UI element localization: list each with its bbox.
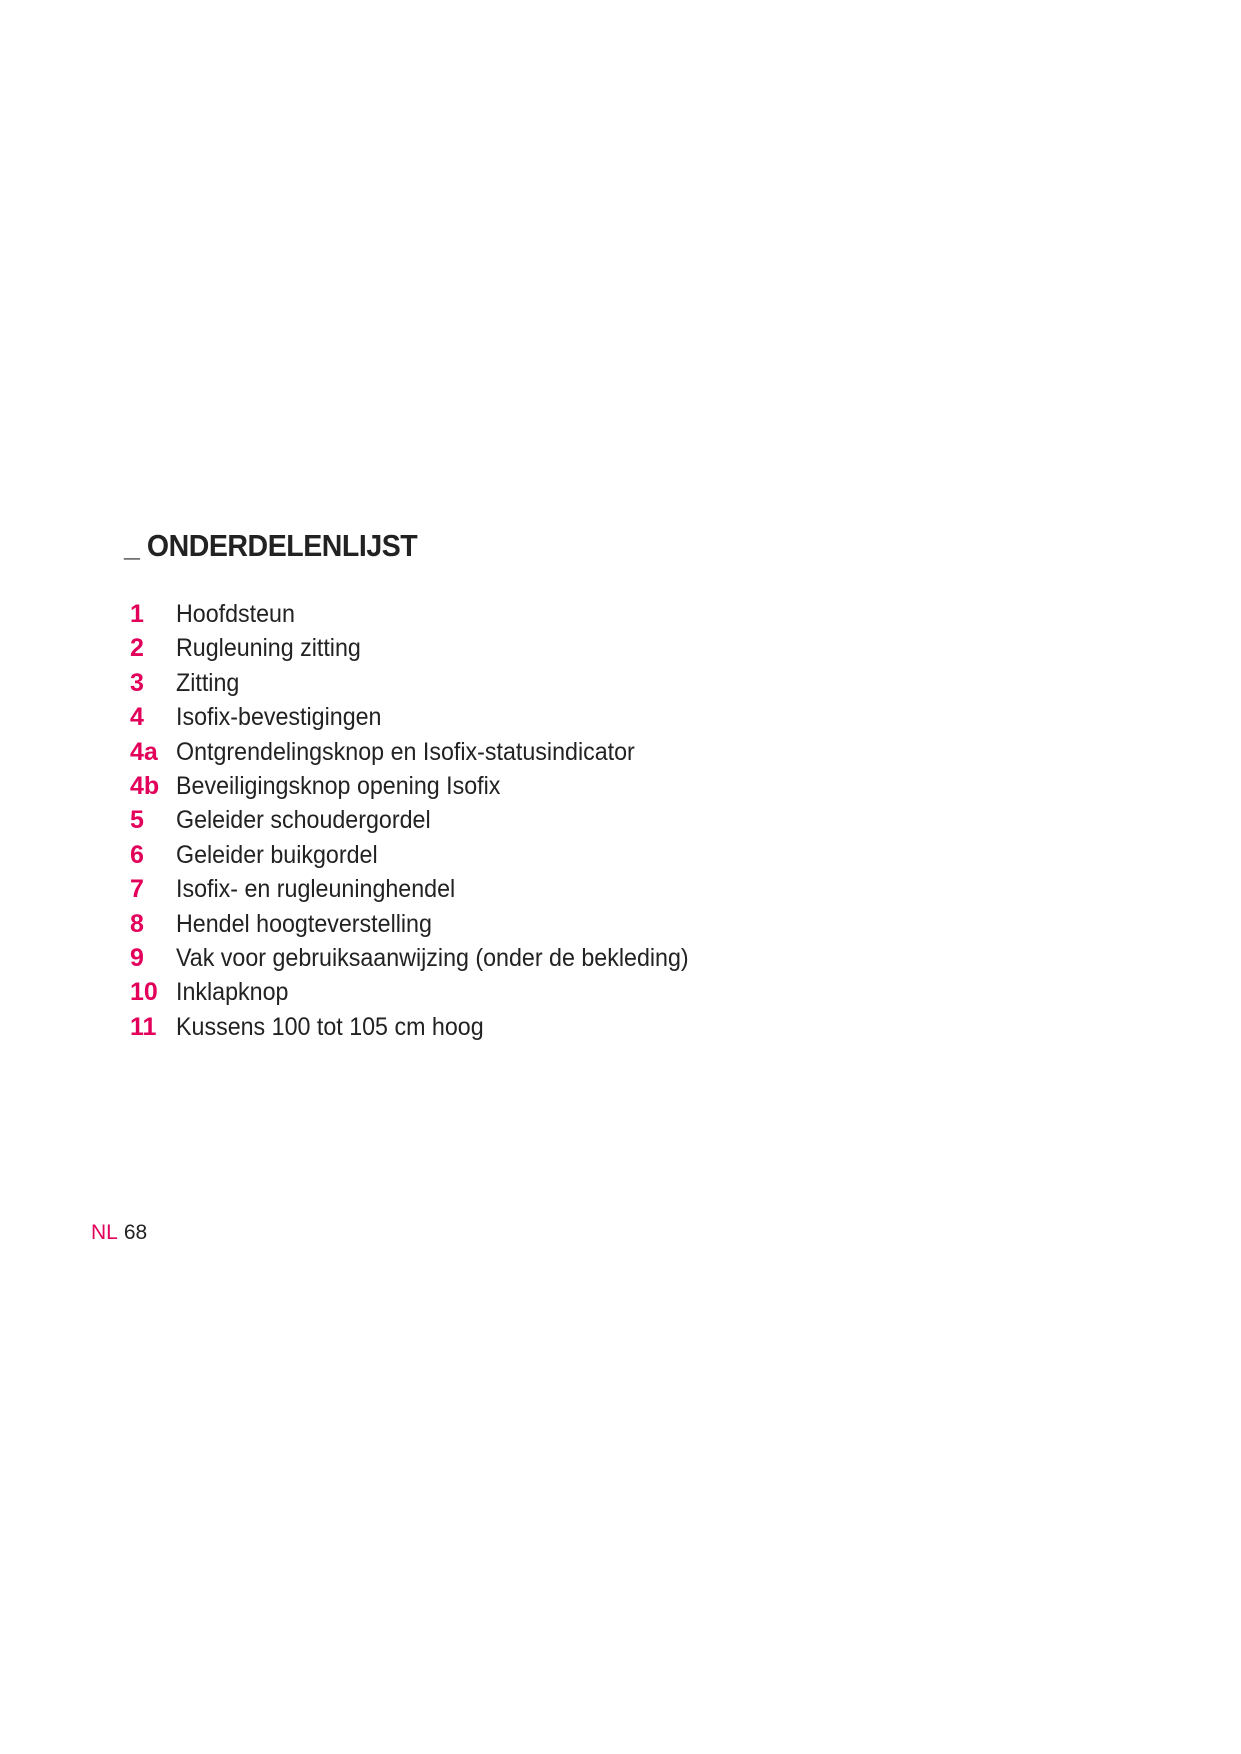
part-number: 11 xyxy=(130,1012,157,1041)
list-item xyxy=(130,772,727,806)
parts-list xyxy=(130,600,727,1047)
part-label: Geleider schoudergordel xyxy=(176,806,431,835)
list-item xyxy=(130,910,727,944)
page-number: 68 xyxy=(123,1221,148,1244)
part-number: 10 xyxy=(130,978,158,1007)
part-number: 1 xyxy=(130,600,144,628)
part-number: 5 xyxy=(130,806,144,835)
part-number: 6 xyxy=(130,840,144,869)
list-item xyxy=(130,703,727,737)
list-item xyxy=(130,600,727,634)
part-number: 4 xyxy=(130,703,144,732)
part-label: Beveiligingsknop opening Isofix xyxy=(176,771,501,800)
part-label: Hendel hoogteverstelling xyxy=(176,909,432,938)
part-number: 4a xyxy=(130,737,158,766)
part-label: Inklapknop xyxy=(176,978,289,1007)
part-number: 2 xyxy=(130,634,144,663)
part-label: Rugleuning zitting xyxy=(176,634,361,663)
list-item xyxy=(130,669,727,703)
list-item xyxy=(130,1013,727,1047)
list-item xyxy=(130,875,727,909)
part-number: 9 xyxy=(130,943,144,972)
list-item xyxy=(130,634,727,668)
part-label: Zitting xyxy=(176,668,240,697)
part-label: Isofix- en rugleuninghendel xyxy=(176,875,456,904)
part-number: 4b xyxy=(130,771,160,800)
part-number: 3 xyxy=(130,668,144,697)
part-label: Kussens 100 tot 105 cm hoog xyxy=(176,1012,484,1041)
list-item xyxy=(130,738,727,772)
list-item xyxy=(130,806,727,840)
page-footer xyxy=(91,1221,147,1245)
part-number: 7 xyxy=(130,875,144,904)
page-title: _ ONDERDELENLIJST xyxy=(124,528,418,563)
list-item xyxy=(130,841,727,875)
list-item xyxy=(130,978,727,1012)
language-code: NL xyxy=(91,1221,118,1244)
part-label: Vak voor gebruiksaanwijzing (onder de bekleding) xyxy=(176,943,689,972)
list-item xyxy=(130,944,727,978)
part-label: Ontgrendelingsknop en Isofix-statusindicator xyxy=(176,737,635,766)
part-number: 8 xyxy=(130,909,144,938)
part-label: Isofix-bevestigingen xyxy=(176,703,382,732)
part-label: Hoofdsteun xyxy=(176,600,295,628)
part-label: Geleider buikgordel xyxy=(176,840,378,869)
